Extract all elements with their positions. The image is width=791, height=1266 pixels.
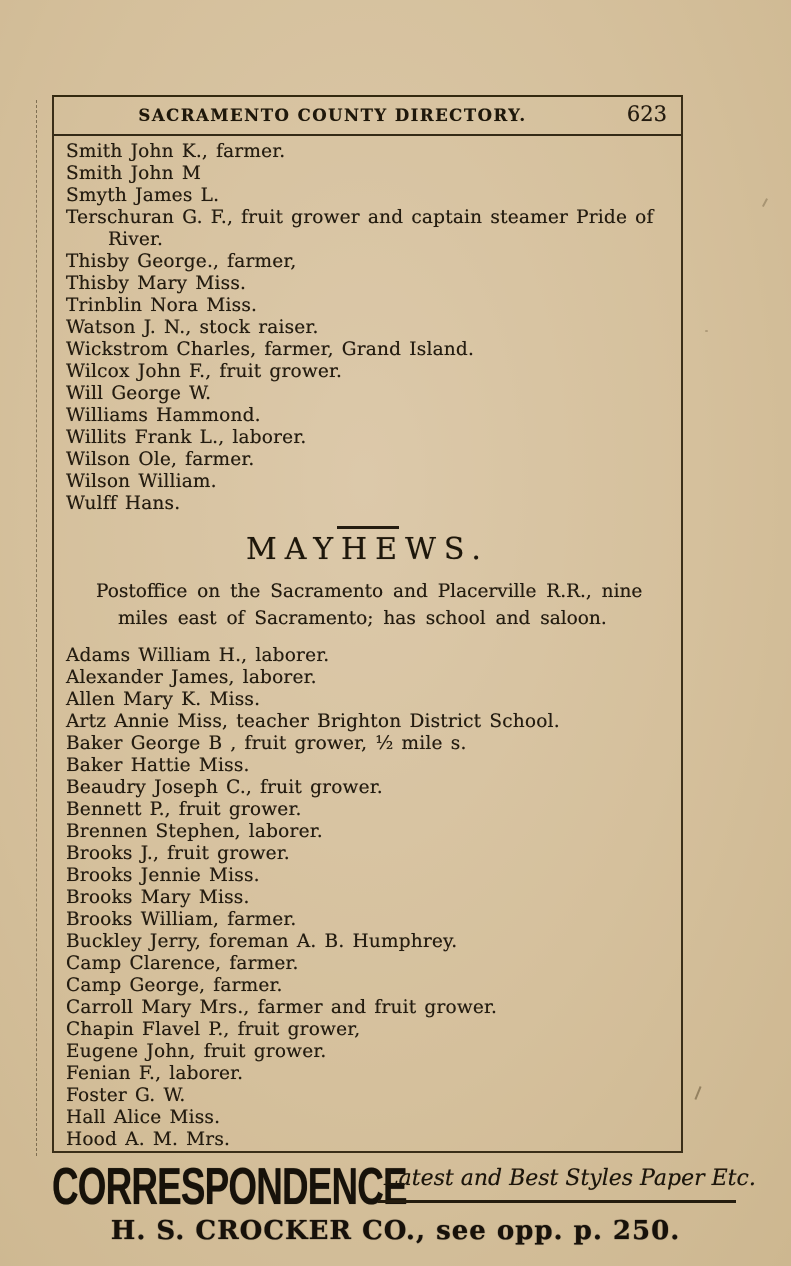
directory-entry: Carroll Mary Mrs., farmer and fruit grower.	[66, 997, 498, 1018]
directory-entry: Wickstrom Charles, farmer, Grand Island.	[66, 339, 475, 360]
description-line-1: Postoffice on the Sacramento and Placerville R.R., nine	[96, 581, 643, 602]
directory-entry: Baker Hattie Miss.	[66, 755, 250, 776]
scan-artifact	[762, 198, 768, 207]
scan-artifact	[694, 1086, 701, 1100]
running-header	[54, 97, 681, 136]
directory-entry: Smith John K., farmer.	[66, 141, 286, 162]
directory-entry: Thisby Mary Miss.	[66, 273, 247, 294]
directory-entry: Fenian F., laborer.	[66, 1063, 244, 1084]
directory-entry: Hood A. M. Mrs.	[66, 1129, 231, 1150]
directory-entry: Watson J. N., stock raiser.	[66, 317, 319, 338]
directory-entry: Buckley Jerry, foreman A. B. Humphrey.	[66, 931, 458, 952]
directory-entry: Artz Annie Miss, teacher Brighton District School.	[66, 711, 560, 732]
directory-entry: Wilcox John F., fruit grower.	[66, 361, 343, 382]
directory-list-top	[66, 141, 673, 515]
directory-entry: Thisby George., farmer,	[66, 251, 297, 272]
directory-entry: Smith John M	[66, 163, 201, 184]
scan-artifact	[705, 330, 708, 332]
directory-entry: Bennett P., fruit grower.	[66, 799, 302, 820]
directory-entry: Brennen Stephen, laborer.	[66, 821, 323, 842]
section-heading-mayhews: MAYHEWS.	[246, 532, 489, 567]
description-line-2: miles east of Sacramento; has school and saloon.	[118, 608, 607, 629]
directory-entry: Allen Mary K. Miss.	[66, 689, 261, 710]
directory-entry: Adams William H., laborer.	[66, 645, 330, 666]
directory-entry: Wulff Hans.	[66, 493, 181, 514]
directory-entry: Terschuran G. F., fruit grower and captain steamer Pride of	[66, 207, 654, 228]
directory-entry: Williams Hammond.	[66, 405, 261, 426]
directory-entry: Brooks J., fruit grower.	[66, 843, 290, 864]
footer-ad-correspondence: CORRESPONDENCE	[52, 1156, 407, 1216]
directory-entry: Trinblin Nora Miss.	[66, 295, 258, 316]
page-number: 623	[626, 102, 667, 126]
directory-entry: Smyth James L.	[66, 185, 220, 206]
directory-entry: Alexander James, laborer.	[66, 667, 317, 688]
directory-entry: Will George W.	[66, 383, 212, 404]
directory-entry: Camp Clarence, farmer.	[66, 953, 299, 974]
directory-list-mayhews	[66, 645, 673, 1151]
directory-page-frame	[52, 95, 683, 1153]
directory-entry: Hall Alice Miss.	[66, 1107, 221, 1128]
directory-entry: Brooks William, farmer.	[66, 909, 297, 930]
directory-entry: Brooks Jennie Miss.	[66, 865, 260, 886]
directory-entry: Beaudry Joseph C., fruit grower.	[66, 777, 383, 798]
directory-entry: Wilson Ole, farmer.	[66, 449, 255, 470]
directory-entry: River.	[108, 229, 164, 250]
footer-publisher-line: H. S. CROCKER CO., see opp. p. 250.	[110, 1216, 681, 1246]
left-margin-rule	[36, 100, 37, 1156]
directory-entry: Foster G. W.	[66, 1085, 186, 1106]
running-header-title: SACRAMENTO COUNTY DIRECTORY.	[138, 106, 527, 125]
directory-entry: Wilson William.	[66, 471, 217, 492]
directory-entry: Willits Frank L., laborer.	[66, 427, 307, 448]
directory-entry: Eugene John, fruit grower.	[66, 1041, 327, 1062]
directory-entry: Brooks Mary Miss.	[66, 887, 250, 908]
directory-entry: Baker George B , fruit grower, ½ mile s.	[66, 733, 467, 754]
section-divider	[337, 526, 399, 529]
footer-ad-tagline: Latest and Best Styles Paper Etc.	[378, 1166, 736, 1203]
directory-entry: Camp George, farmer.	[66, 975, 283, 996]
directory-entry: Chapin Flavel P., fruit grower,	[66, 1019, 361, 1040]
section-description	[66, 578, 665, 632]
